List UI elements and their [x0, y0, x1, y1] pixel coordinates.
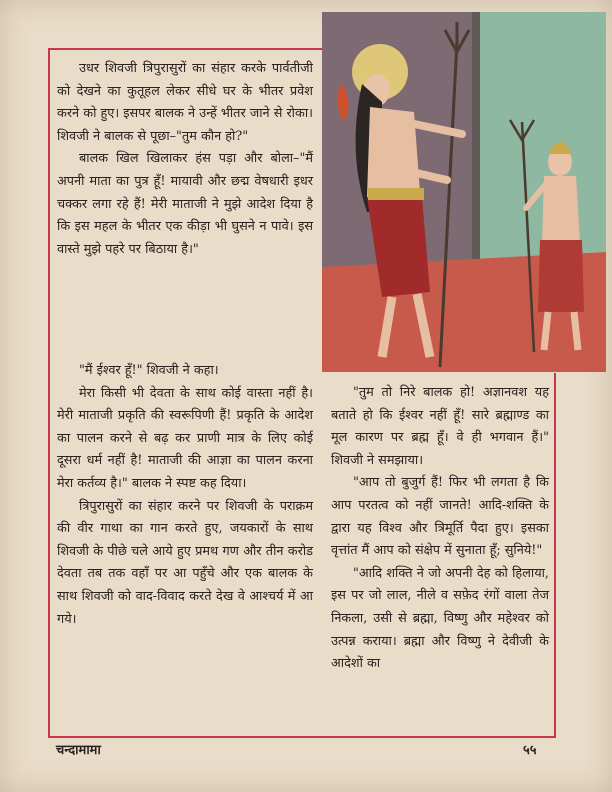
- boy-leg: [544, 312, 548, 350]
- boy-dhoti: [538, 240, 584, 312]
- paragraph: बालक खिल खिलाकर हंस पड़ा और बोला–"मैं अपनी माता का पुत्र हूँ! मायावी और छद्म वेषधारी इधर चक्कर लगा रहे हैं! मेरी माताजी ने मुझे आदेश दिया है कि इस महल के भीतर एक कीड़ा भी घुसने न पावे। इस वास्ते मुझे पहरे पर बिठाया है।": [57, 151, 313, 257]
- frame-rule-top: [48, 48, 323, 50]
- page-number: ५५: [523, 743, 537, 758]
- text-column-top-left: [57, 58, 313, 261]
- paragraph: उधर शिवजी त्रिपुरासुरों का संहार करके पार्वतीजी को देखने का कुतूहल लेकर सीधे घर के भीतर प्रवेश करने को हुए। इसपर बालक ने उन्हें भीतर जाने से रोका। शिवजी ने बालक से पूछा–"तुम कौन हो?": [57, 61, 313, 144]
- frame-rule-right: [554, 373, 556, 738]
- text-column-left: [57, 360, 313, 631]
- paragraph: "आप तो बुजुर्ग हैं! फिर भी लगता है कि आप परतत्व को नहीं जानते! आदि-शक्ति के द्वारा यह विश्व और त्रिमूर्ति पैदा हुए। इसका वृत्तांत मैं आप को संक्षेप में सुनाता हूँ; सुनिये!": [331, 475, 549, 559]
- paragraph: मेरा किसी भी देवता के साथ कोई वास्ता नहीं है। मेरी माताजी प्रकृति की स्वरूपिणी हैं! प्रकृति के आदेश का पालन करने से बढ़ कर प्राणी मात्र के लिए कोई दूसरा धर्म नहीं है! माताजी की आज्ञा का पालन करना मेरा कर्तव्य है।" बालक ने स्पष्ट कह दिया।: [57, 385, 313, 491]
- paragraph: त्रिपुरासुरों का संहार करने पर शिवजी के पराक्रम की वीर गाथा का गान करते हुए, जयकारों के साथ शिवजी के पीछे चले आये हुए प्रमथ गण और तीन करोड देवता तब तक वहाँ पर आ पहुँचे और एक बालक के साथ शिवजी को वाद-विवाद करते देख वे आश्चर्य में आ गये।: [57, 498, 313, 627]
- boy-leg-right: [574, 312, 578, 350]
- paragraph: "तुम तो निरे बालक हो! अज्ञानवश यह बताते हो कि ईश्वर नहीं हूँ! सारे ब्रह्माण्ड का मूल कारण पर ब्रह्म हूँ। वे ही भगवान हैं।" शिवजी ने समझाया।: [331, 385, 549, 468]
- frame-rule-left: [48, 48, 50, 738]
- shiva-belt: [368, 188, 424, 200]
- paragraph: "आदि शक्ति ने जो अपनी देह को हिलाया, इस पर जो लाल, नीले व सफ़ेद रंगों वाला तेज निकला, उसी से ब्रह्मा, विष्णु और महेश्वर को उत्पन्न कराया। ब्रह्मा और विष्णु ने देवीजी के आदेशों का: [331, 565, 549, 672]
- illustration-svg: [322, 12, 606, 372]
- text-column-right: [331, 382, 549, 676]
- frame-rule-bottom: [48, 736, 556, 738]
- doorway: [472, 12, 606, 267]
- magazine-name: चन्दामामा: [56, 743, 101, 758]
- shiva-torso: [367, 107, 420, 197]
- paragraph: "मैं ईश्वर हूँ!" शिवजी ने कहा।: [79, 363, 219, 378]
- shiva-ganesha-illustration: [322, 12, 606, 372]
- door-frame: [472, 12, 480, 267]
